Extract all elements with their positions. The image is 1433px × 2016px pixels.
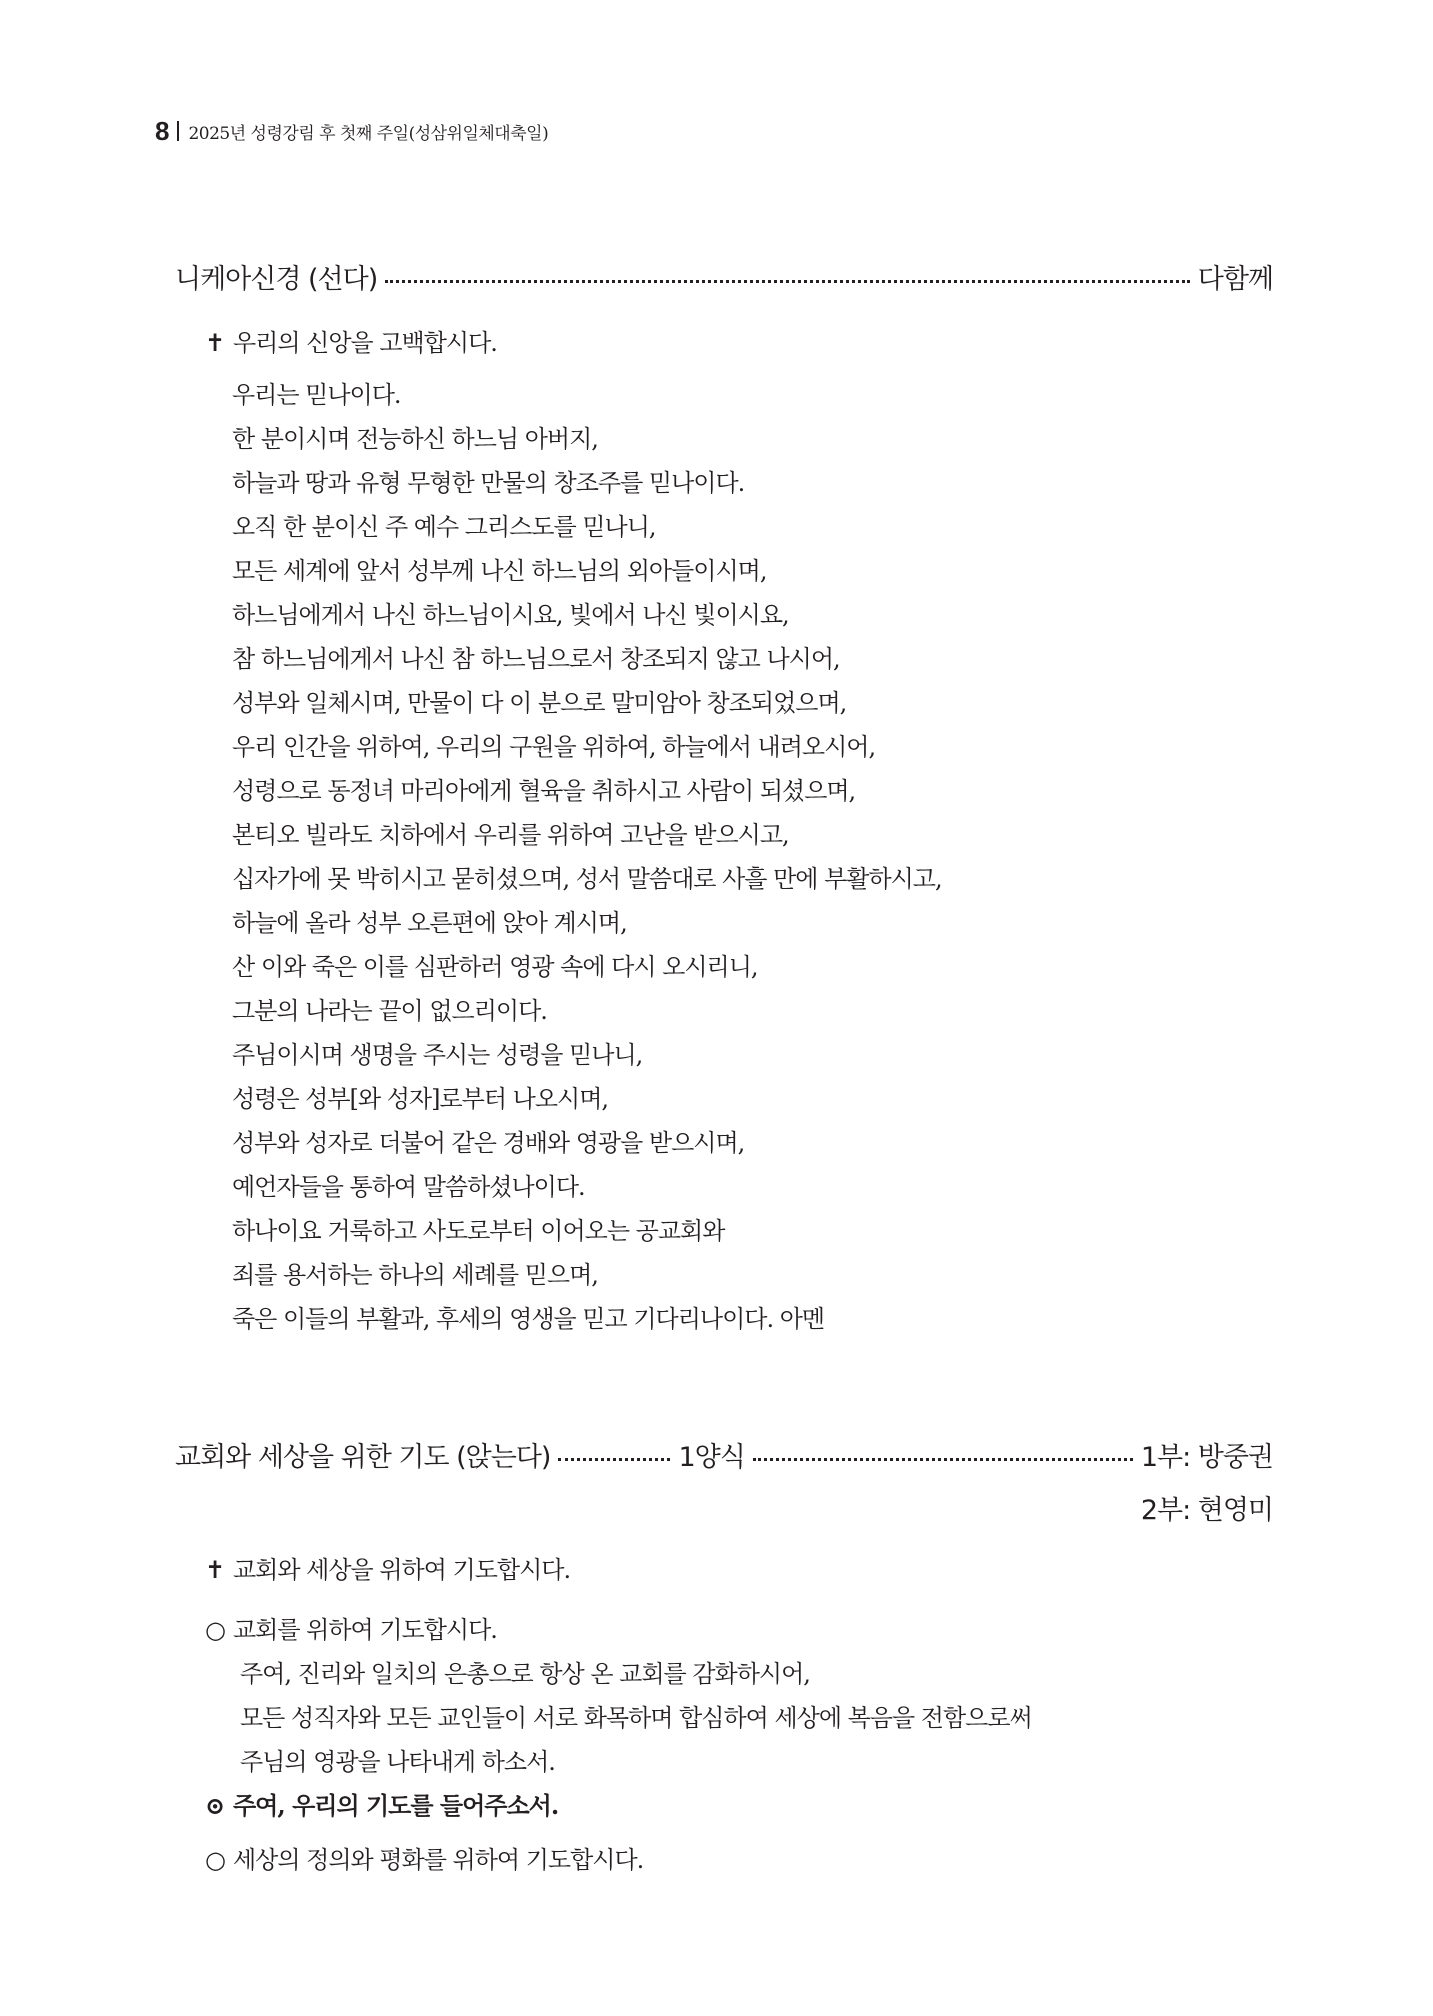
petition-title: 교회를 위하여 기도합시다. <box>233 1616 497 1644</box>
creed-line: 죄를 용서하는 하나의 세례를 믿으며, <box>232 1261 598 1289</box>
creed-line: 하늘에 올라 성부 오른편에 앉아 계시며, <box>232 909 627 937</box>
response-text: 주여, 우리의 기도를 들어주소서. <box>233 1791 559 1820</box>
creed-line: 참 하느님에게서 나신 참 하느님으로서 창조되지 않고 나시어, <box>232 645 840 673</box>
creed-line: 예언자들을 통하여 말씀하셨나이다. <box>232 1173 585 1201</box>
section-leader-2: 2부: 현영미 <box>1140 1494 1273 1526</box>
section-title: 교회와 세상을 위한 기도 (앉는다) <box>175 1441 551 1473</box>
running-title: 2025년 성령강림 후 첫째 주일(성삼위일체대축일) <box>188 123 549 144</box>
circle-icon: ○ <box>205 1846 225 1874</box>
creed-line: 그분의 나라는 끝이 없으리이다. <box>232 997 547 1025</box>
petition-heading <box>205 1840 643 1880</box>
petition-heading <box>205 1610 497 1650</box>
header-divider <box>177 121 179 141</box>
section-leader-1: 1부: 방중권 <box>1140 1441 1273 1473</box>
section-leader: 다함께 <box>1197 263 1273 295</box>
creed-line: 모든 세계에 앞서 성부께 나신 하느님의 외아들이시며, <box>232 557 767 585</box>
creed-line: 죽은 이들의 부활과, 후세의 영생을 믿고 기다리나이다. 아멘 <box>232 1305 825 1333</box>
creed-line: 성령은 성부[와 성자]로부터 나오시며, <box>232 1085 609 1113</box>
running-header <box>155 116 548 146</box>
creed-line: 산 이와 죽은 이를 심판하러 영광 속에 다시 오시리니, <box>232 953 758 981</box>
section-heading-creed <box>175 254 1273 298</box>
page-number: 8 <box>155 115 170 146</box>
prompt-text: 교회와 세상을 위하여 기도합시다. <box>233 1556 571 1584</box>
cross-icon: ✝ <box>205 1556 225 1584</box>
petition-line: 모든 성직자와 모든 교인들이 서로 화목하며 합심하여 세상에 복음을 전함으로써 <box>240 1704 1032 1732</box>
prayer-form: 1양식 <box>678 1441 745 1473</box>
cross-icon: ✝ <box>205 329 225 357</box>
creed-line: 오직 한 분이신 주 예수 그리스도를 믿나니, <box>232 513 656 541</box>
creed-line: 하늘과 땅과 유형 무형한 만물의 창조주를 믿나이다. <box>232 469 745 497</box>
dot-leader <box>385 280 1190 283</box>
circle-icon: ○ <box>205 1616 225 1644</box>
creed-line: 성부와 일체시며, 만물이 다 이 분으로 말미암아 창조되었으며, <box>232 689 847 717</box>
creed-line: 성령으로 동정녀 마리아에게 혈육을 취하시고 사람이 되셨으며, <box>232 777 856 805</box>
petition-line: 주님의 영광을 나타내게 하소서. <box>240 1748 555 1776</box>
creed-prompt <box>205 323 497 363</box>
prompt-text: 우리의 신앙을 고백합시다. <box>233 329 497 357</box>
dot-leader <box>558 1458 670 1461</box>
petition-line: 주여, 진리와 일치의 은총으로 항상 온 교회를 감화하시어, <box>240 1660 810 1688</box>
creed-line: 십자가에 못 박히시고 묻히셨으며, 성서 말씀대로 사흘 만에 부활하시고, <box>232 865 942 893</box>
creed-line: 성부와 성자로 더불어 같은 경배와 영광을 받으시며, <box>232 1129 745 1157</box>
circled-dot-icon: ⊙ <box>205 1791 225 1820</box>
section-title: 니케아신경 (선다) <box>175 263 378 295</box>
creed-line: 우리 인간을 위하여, 우리의 구원을 위하여, 하늘에서 내려오시어, <box>232 733 876 761</box>
creed-line: 주님이시며 생명을 주시는 성령을 믿나니, <box>232 1041 643 1069</box>
creed-line: 본티오 빌라도 치하에서 우리를 위하여 고난을 받으시고, <box>232 821 789 849</box>
creed-line: 한 분이시며 전능하신 하느님 아버지, <box>232 425 598 453</box>
response-line <box>205 1786 558 1826</box>
section-heading-prayers <box>175 1432 1273 1476</box>
dot-leader <box>753 1458 1133 1461</box>
petition-title: 세상의 정의와 평화를 위하여 기도합시다. <box>233 1846 644 1874</box>
creed-line: 우리는 믿나이다. <box>232 381 401 409</box>
prayers-prompt <box>205 1550 570 1590</box>
creed-line: 하느님에게서 나신 하느님이시요, 빛에서 나신 빛이시요, <box>232 601 789 629</box>
creed-line: 하나이요 거룩하고 사도로부터 이어오는 공교회와 <box>232 1217 725 1245</box>
